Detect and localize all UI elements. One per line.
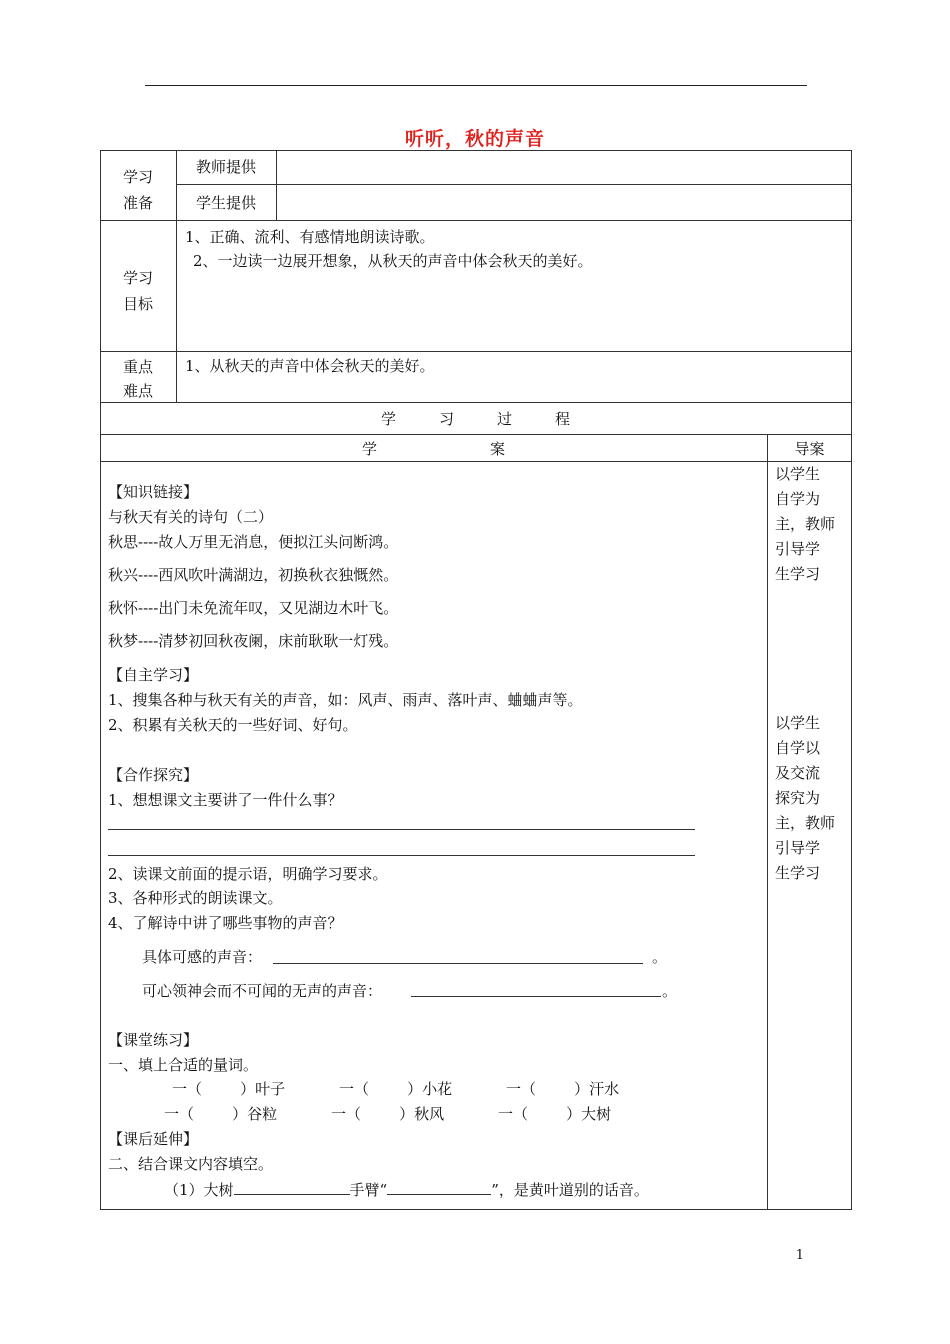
practice-heading: 【课堂练习】 [108,1031,199,1049]
answer-line[interactable] [108,829,695,830]
guide-note: 以学生 自学以 及交流 探究为 主，教师 引导学 生学习 [775,714,836,882]
measure-word-item: 一（ ）秋风 [331,1105,445,1123]
key-label: 重点 难点 [122,358,153,400]
process-header-char: 程 [555,410,571,428]
prep-label: 学习 准备 [122,168,153,212]
silent-sound-blank[interactable] [411,996,661,997]
goal-item: 2、一边读一边展开想象，从秋天的声音中体会秋天的美好。 [193,252,593,270]
self-study-heading: 【自主学习】 [108,666,199,684]
student-provide-label: 学生提供 [195,194,256,212]
practice-question: 一、填上合适的量词。 [108,1056,259,1074]
poem-line: 秋兴----西风吹叶满湖边，初换秋衣独慨然。 [108,566,399,584]
measure-word-item: 一（ ）汗水 [506,1080,620,1098]
knowledge-heading: 【知识链接】 [108,483,199,501]
page-title: 听听，秋的声音 [404,128,545,150]
knowledge-subtitle: 与秋天有关的诗句（二） [108,508,274,526]
measure-word-item: 一（ ）谷粒 [164,1105,278,1123]
coop-question: 2、读课文前面的提示语，明确学习要求。 [108,865,388,883]
poem-line: 秋怀----出门未免流年叹，又见湖边木叶飞。 [108,599,399,617]
extension-question: 二、结合课文内容填空。 [108,1155,274,1173]
coop-question: 3、各种形式的朗读课文。 [108,889,283,907]
answer-line[interactable] [108,855,695,856]
measure-word-item: 一（ ）大树 [498,1105,612,1123]
process-header-char: 习 [439,410,455,428]
fill-blank[interactable] [387,1180,491,1195]
plan-header-char: 案 [490,440,506,458]
goal-item: 1、正确、流利、有感情地朗读诗歌。 [185,228,435,246]
fill-blank[interactable] [234,1180,350,1195]
header-rule [145,85,807,86]
measure-word-item: 一（ ）小花 [339,1080,453,1098]
coop-question: 1、想想课文主要讲了一件什么事？ [108,791,343,809]
self-study-item: 1、搜集各种与秋天有关的声音，如：风声、雨声、落叶声、蛐蛐声等。 [108,691,583,709]
self-study-item: 2、积累有关秋天的一些好词、好句。 [108,716,358,734]
lesson-table [100,150,852,1210]
poem-line: 秋梦----清梦初回秋夜阑，床前耿耿一灯残。 [108,632,399,650]
plan-header-char: 学 [362,440,378,458]
process-header-char: 过 [497,410,513,428]
silent-sound-prompt: 可心领神会而不可闻的无声的声音： [142,982,383,1000]
concrete-sound-end: 。 [652,948,668,966]
concrete-sound-prompt: 具体可感的声音： [142,948,263,966]
extension-heading: 【课后延伸】 [108,1130,199,1148]
process-header-char: 学 [381,410,397,428]
coop-heading: 【合作探究】 [108,766,199,784]
page-number: 1 [795,1248,804,1263]
teacher-provide-label: 教师提供 [195,158,256,176]
goals-label: 学习 目标 [122,269,153,313]
poem-line: 秋思----故人万里无消息，便拟江头问断鸿。 [108,533,399,551]
measure-word-item: 一（ ）叶子 [172,1080,286,1098]
key-text: 1、从秋天的声音中体会秋天的美好。 [185,357,435,375]
silent-sound-end: 。 [662,982,678,1000]
guide-note: 以学生 自学为 主，教师 引导学 生学习 [775,465,836,583]
concrete-sound-blank[interactable] [273,963,643,964]
coop-question: 4、了解诗中讲了哪些事物的声音？ [108,914,343,932]
guide-header: 导案 [794,440,825,458]
fill-sentence: （1）大树 手臂“ ”，是黄叶道别的话音。 [164,1181,649,1199]
